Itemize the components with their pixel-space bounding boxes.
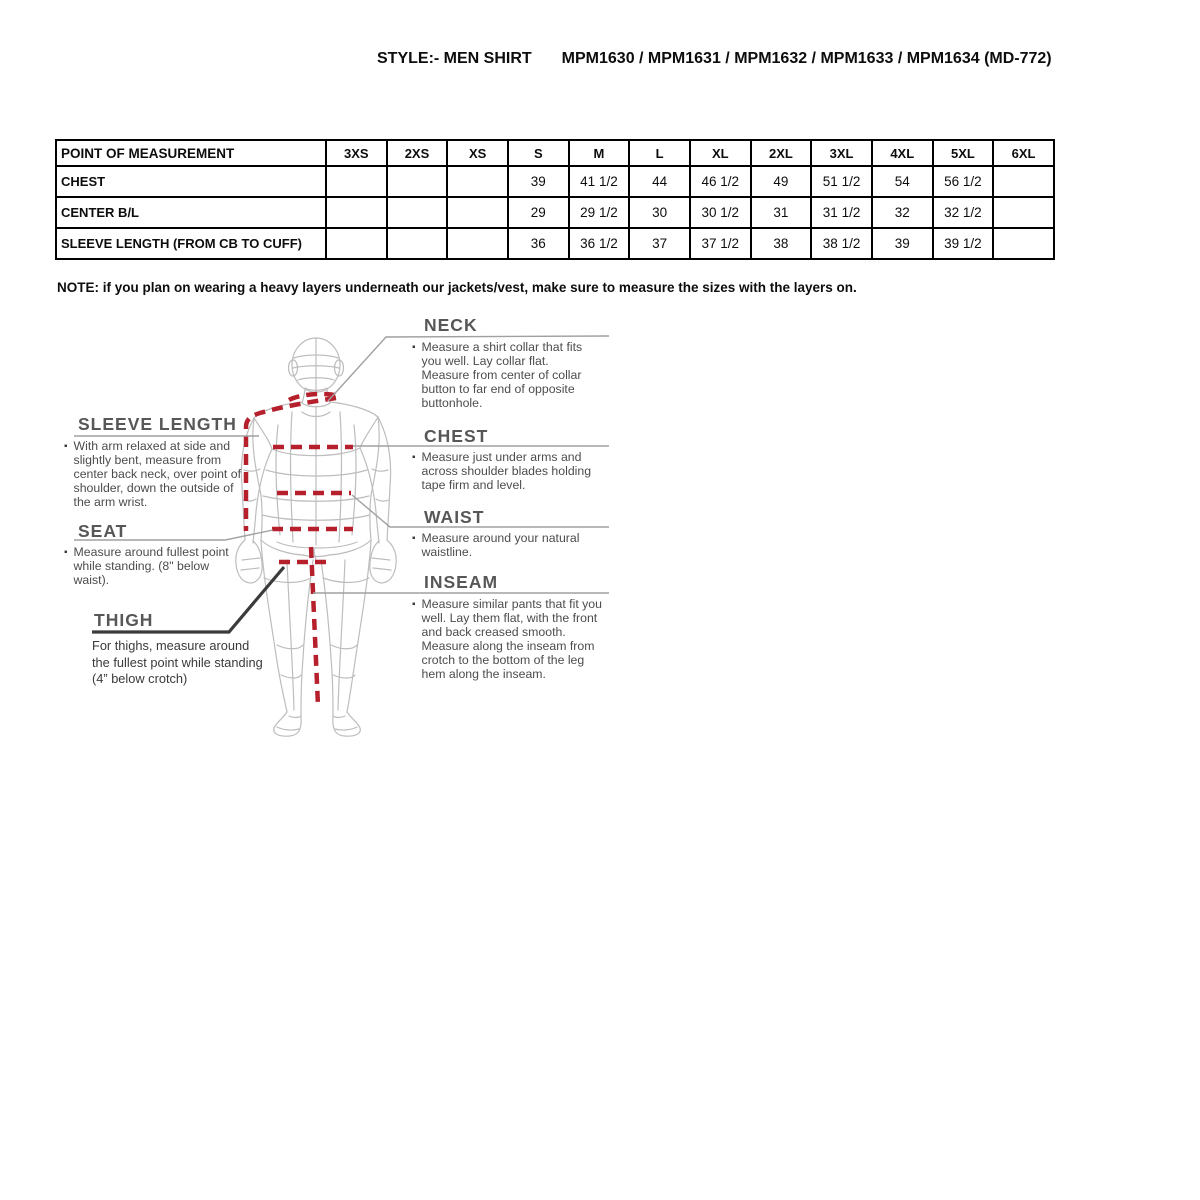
table-cell: 29 1/2 (569, 197, 630, 228)
table-cell: 56 1/2 (933, 166, 994, 197)
sleeve-length-text: With arm relaxed at side and slightly bent, measure from center back neck, over point of shoulder, down the outside of the arm wrist. (73, 439, 242, 509)
style-codes: MPM1630 / MPM1631 / MPM1632 / MPM1633 / MPM1634 (MD-772) (561, 50, 1052, 67)
table-cell: 37 1/2 (690, 228, 751, 259)
neck-text: Measure a shirt collar that fits you well. Lay collar flat. Measure from center of collar button to far end of opposite buttonhole. (421, 340, 583, 410)
column-header: 3XS (326, 140, 387, 166)
table-cell: 51 1/2 (811, 166, 872, 197)
inseam-measure-line (311, 547, 318, 706)
table-cell: 30 1/2 (690, 197, 751, 228)
column-header: 2XS (387, 140, 448, 166)
table-cell: 39 (872, 228, 933, 259)
chest-description (412, 451, 604, 493)
column-header: 5XL (933, 140, 994, 166)
column-header: 3XL (811, 140, 872, 166)
thigh-heading: THIGH (94, 610, 154, 630)
inseam-description (412, 598, 604, 681)
table-cell: 39 1/2 (933, 228, 994, 259)
inseam-text: Measure similar pants that fit you well. Lay them flat, with the front and back creased smooth. Measure along the inseam from crotch to the bottom of the leg hem along the inseam. (421, 597, 602, 681)
table-cell: 30 (629, 197, 690, 228)
table-cell: 32 1/2 (933, 197, 994, 228)
bullet-icon: ▪ (412, 533, 416, 544)
column-header: L (629, 140, 690, 166)
waist-heading: WAIST (424, 507, 485, 527)
bullet-icon: ▪ (412, 599, 416, 610)
table-cell: 36 (508, 228, 569, 259)
chest-text: Measure just under arms and across shoulder blades holding tape firm and level. (421, 450, 592, 492)
table-cell: 38 (751, 228, 812, 259)
table-cell: 41 1/2 (569, 166, 630, 197)
layers-note: NOTE: if you plan on wearing a heavy layers underneath our jackets/vest, make sure to measure the sizes with the layers on. (57, 280, 857, 295)
column-header: XS (447, 140, 508, 166)
table-cell: 46 1/2 (690, 166, 751, 197)
table-cell: 32 (872, 197, 933, 228)
table-cell: 31 1/2 (811, 197, 872, 228)
sleeve-length-description (64, 440, 252, 510)
row-label: SLEEVE LENGTH (FROM CB TO CUFF) (56, 228, 326, 259)
column-header: XL (690, 140, 751, 166)
column-header: M (569, 140, 630, 166)
column-header: S (508, 140, 569, 166)
chest-heading: CHEST (424, 426, 489, 446)
neck-description (412, 341, 597, 411)
bullet-icon: ▪ (412, 452, 416, 463)
row-label: CHEST (56, 166, 326, 197)
bullet-icon: ▪ (412, 342, 416, 353)
column-header: 6XL (993, 140, 1054, 166)
table-cell: 39 (508, 166, 569, 197)
waist-text: Measure around your natural waistline. (421, 531, 580, 559)
column-header: 4XL (872, 140, 933, 166)
style-label: STYLE:- MEN SHIRT (377, 50, 532, 67)
table-cell: 54 (872, 166, 933, 197)
table-cell: 44 (629, 166, 690, 197)
thigh-description (92, 638, 264, 688)
thigh-text: For thighs, measure around the fullest point while standing (4” below crotch) (92, 638, 263, 686)
waist-description (412, 532, 592, 560)
neck-heading: NECK (424, 315, 478, 335)
sleeve-length-heading: SLEEVE LENGTH (78, 414, 237, 434)
column-header: 2XL (751, 140, 812, 166)
row-label: CENTER B/L (56, 197, 326, 228)
bullet-icon: ▪ (64, 547, 68, 558)
column-header: POINT OF MEASUREMENT (56, 140, 326, 166)
table-cell: 38 1/2 (811, 228, 872, 259)
table-cell: 36 1/2 (569, 228, 630, 259)
seat-text: Measure around fullest point while standing. (8" below waist). (73, 545, 229, 587)
table-cell: 49 (751, 166, 812, 197)
table-cell: 31 (751, 197, 812, 228)
table-cell: 29 (508, 197, 569, 228)
bullet-icon: ▪ (64, 441, 68, 452)
seat-description (64, 546, 239, 588)
table-cell: 37 (629, 228, 690, 259)
inseam-heading: INSEAM (424, 572, 499, 592)
seat-heading: SEAT (78, 521, 128, 541)
